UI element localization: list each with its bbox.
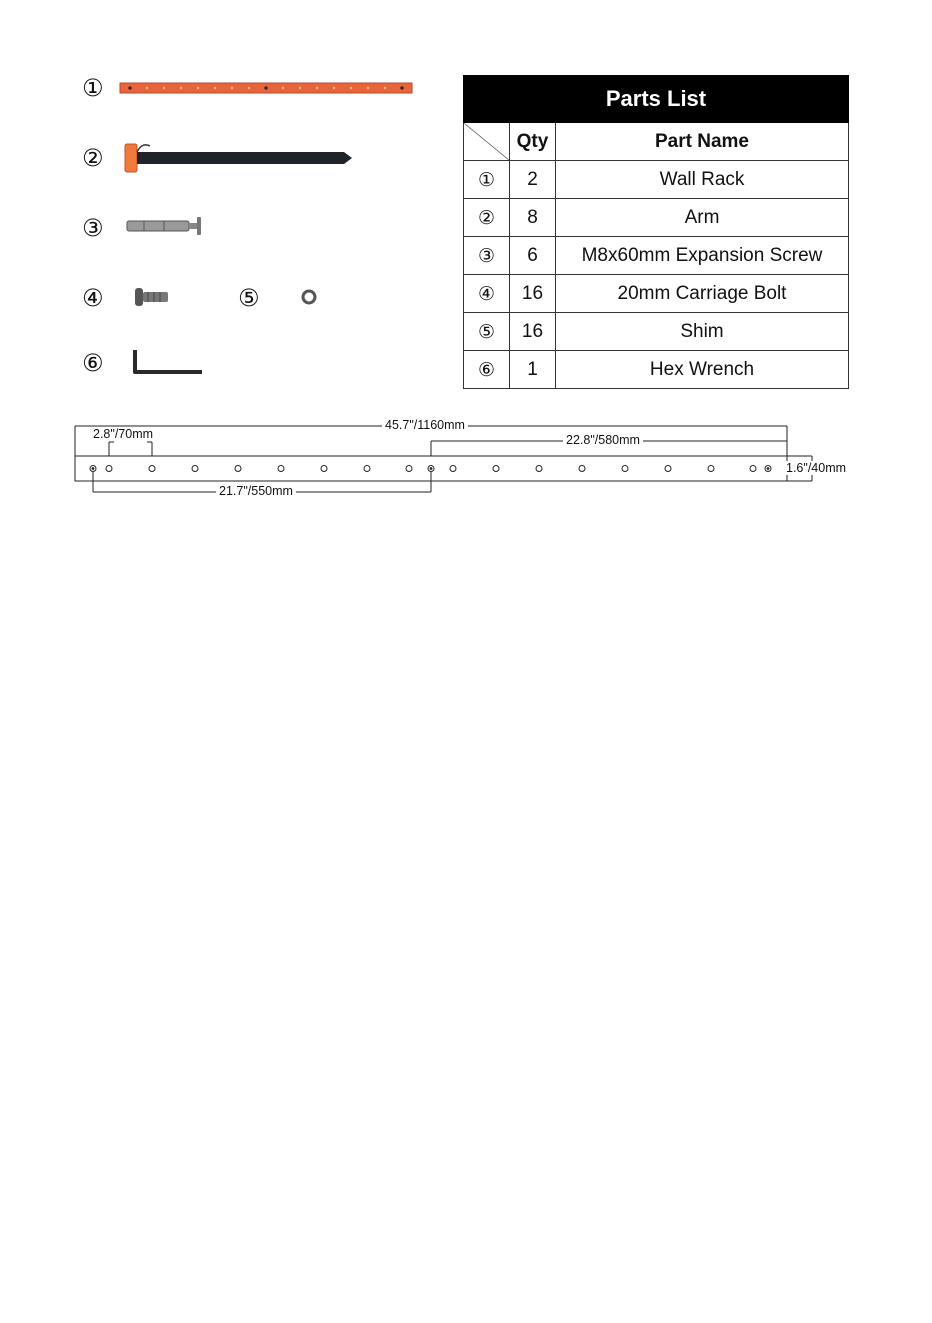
mount-hole bbox=[106, 466, 112, 472]
rack-hole bbox=[282, 87, 284, 89]
part-number-2: ② bbox=[82, 144, 104, 172]
mount-hole bbox=[321, 466, 327, 472]
table-row bbox=[464, 199, 849, 237]
header-diagonal-cell bbox=[464, 123, 510, 161]
row-qty: 6 bbox=[510, 237, 556, 275]
arm-icon bbox=[122, 140, 356, 176]
mount-hole bbox=[622, 466, 628, 472]
row-qty: 16 bbox=[510, 313, 556, 351]
row-index: ② bbox=[464, 199, 510, 237]
rack-hole bbox=[367, 87, 369, 89]
table-row bbox=[464, 313, 849, 351]
header-part-name: Part Name bbox=[556, 123, 849, 161]
mount-hole-center bbox=[430, 467, 433, 470]
row-part-name: M8x60mm Expansion Screw bbox=[556, 237, 849, 275]
expansion-screw-icon bbox=[124, 214, 206, 238]
part-number-3: ③ bbox=[82, 214, 104, 242]
total-length-label: 45.7"/1160mm bbox=[382, 418, 468, 432]
rack-hole bbox=[264, 86, 267, 89]
mount-hole-center bbox=[92, 467, 95, 470]
rack-hole bbox=[316, 87, 318, 89]
rack-hole bbox=[163, 87, 165, 89]
mount-hole bbox=[450, 466, 456, 472]
row-part-name: Wall Rack bbox=[556, 161, 849, 199]
table-row bbox=[464, 351, 849, 389]
wall-rack-icon bbox=[118, 80, 414, 96]
row-index: ④ bbox=[464, 275, 510, 313]
shim-icon bbox=[300, 288, 318, 306]
parts-list-title: Parts List bbox=[464, 76, 849, 123]
rack-hole bbox=[231, 87, 233, 89]
table-row bbox=[464, 237, 849, 275]
mount-hole bbox=[235, 466, 241, 472]
row-part-name: Shim bbox=[556, 313, 849, 351]
mount-hole bbox=[149, 466, 155, 472]
rack-hole bbox=[384, 87, 386, 89]
height-label: 1.6"/40mm bbox=[786, 461, 847, 475]
mount-hole bbox=[364, 466, 370, 472]
table-row bbox=[464, 161, 849, 199]
row-index: ⑤ bbox=[464, 313, 510, 351]
row-qty: 2 bbox=[510, 161, 556, 199]
hole-spacing-label: 2.8"/70mm bbox=[93, 427, 154, 441]
row-qty: 16 bbox=[510, 275, 556, 313]
mount-hole bbox=[579, 466, 585, 472]
mount-hole bbox=[750, 466, 756, 472]
half-length-label: 22.8"/580mm bbox=[563, 433, 643, 447]
part-number-1: ① bbox=[82, 74, 104, 102]
rack-hole bbox=[128, 86, 131, 89]
mount-hole bbox=[708, 466, 714, 472]
rack-hole bbox=[197, 87, 199, 89]
header-qty: Qty bbox=[510, 123, 556, 161]
mount-hole bbox=[278, 466, 284, 472]
mount-hole-center bbox=[767, 467, 770, 470]
hex-wrench-icon bbox=[128, 346, 208, 378]
rack-hole bbox=[180, 87, 182, 89]
rack-hole bbox=[214, 87, 216, 89]
mount-hole bbox=[406, 466, 412, 472]
rack-hole bbox=[299, 87, 301, 89]
row-index: ③ bbox=[464, 237, 510, 275]
row-part-name: 20mm Carriage Bolt bbox=[556, 275, 849, 313]
row-part-name: Arm bbox=[556, 199, 849, 237]
part-number-5: ⑤ bbox=[238, 284, 260, 312]
row-index: ⑥ bbox=[464, 351, 510, 389]
mount-hole bbox=[493, 466, 499, 472]
row-qty: 8 bbox=[510, 199, 556, 237]
mount-hole bbox=[192, 466, 198, 472]
rack-hole bbox=[146, 87, 148, 89]
rack-hole bbox=[350, 87, 352, 89]
row-index: ① bbox=[464, 161, 510, 199]
rack-hole bbox=[400, 86, 403, 89]
part-number-6: ⑥ bbox=[82, 349, 104, 377]
row-part-name: Hex Wrench bbox=[556, 351, 849, 389]
rack-hole bbox=[333, 87, 335, 89]
mount-hole bbox=[536, 466, 542, 472]
mount-spacing-label: 21.7"/550mm bbox=[216, 484, 296, 498]
mount-hole bbox=[665, 466, 671, 472]
row-qty: 1 bbox=[510, 351, 556, 389]
table-row bbox=[464, 275, 849, 313]
parts-list-table bbox=[463, 75, 849, 389]
carriage-bolt-icon bbox=[132, 286, 172, 308]
part-number-4: ④ bbox=[82, 284, 104, 312]
rack-hole bbox=[248, 87, 250, 89]
